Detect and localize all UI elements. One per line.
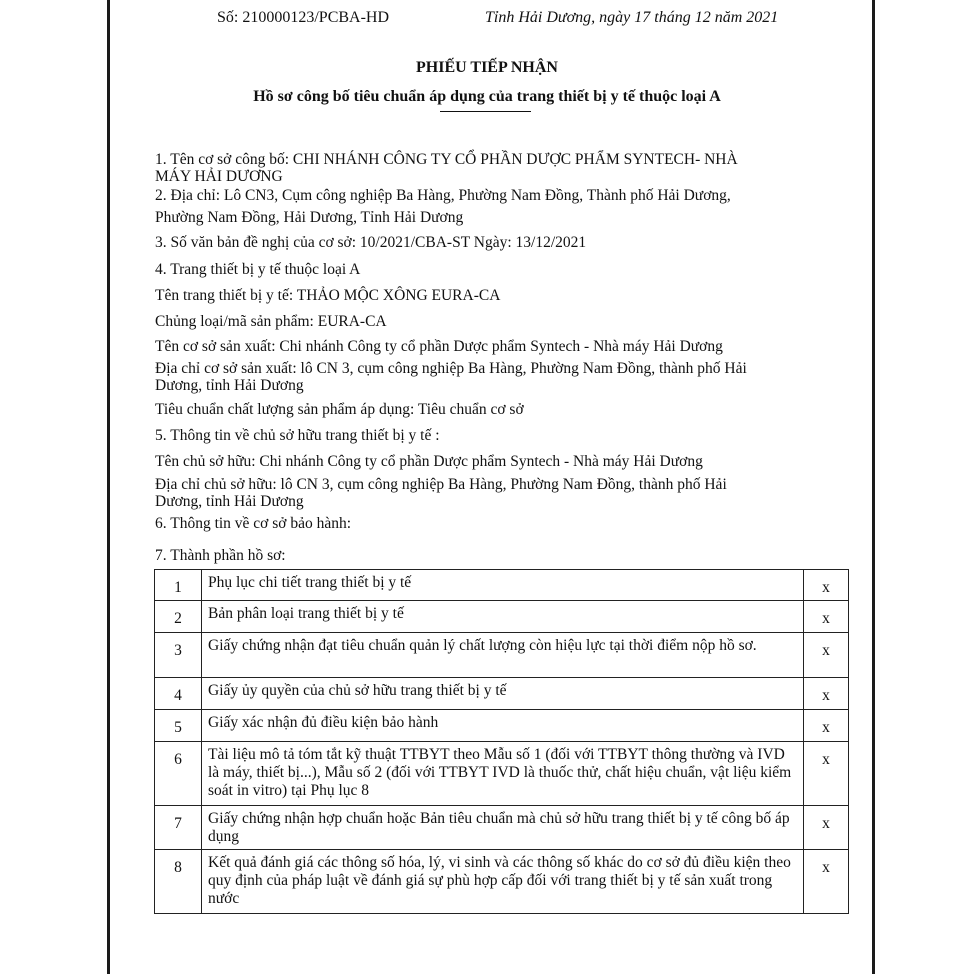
- table-row: [155, 678, 849, 710]
- table-row: [155, 806, 849, 850]
- row-number: 1: [155, 570, 202, 601]
- body-line-5: 3. Số văn bản đề nghị của cơ sở: 10/2021/CBA-ST Ngày: 13/12/2021: [155, 234, 587, 251]
- row-content: Bản phân loại trang thiết bị y tế: [202, 601, 804, 633]
- body-line-7: Tên trang thiết bị y tế: THẢO MỘC XÔNG EURA-CA: [155, 287, 501, 304]
- body-line-13: 5. Thông tin về chủ sở hữu trang thiết bị y tế :: [155, 427, 440, 444]
- body-line-2: MÁY HẢI DƯƠNG: [155, 168, 283, 185]
- row-content: Giấy chứng nhận hợp chuẩn hoặc Bản tiêu chuẩn mà chủ sở hữu trang thiết bị y tế công bố áp dụng: [202, 806, 804, 850]
- row-check-mark: x: [804, 710, 849, 742]
- dossier-components-table: [154, 569, 849, 914]
- subtitle-underline: [440, 111, 531, 112]
- body-line-8: Chủng loại/mã sản phẩm: EURA-CA: [155, 313, 387, 330]
- row-number: 2: [155, 601, 202, 633]
- body-line-9: Tên cơ sở sản xuất: Chi nhánh Công ty cổ phần Dược phẩm Syntech - Nhà máy Hải Dương: [155, 338, 723, 355]
- row-number: 8: [155, 850, 202, 914]
- row-number: 4: [155, 678, 202, 710]
- document-title: PHIẾU TIẾP NHẬN: [416, 59, 558, 76]
- body-line-11: Dương, tỉnh Hải Dương: [155, 377, 304, 394]
- table-row: [155, 742, 849, 806]
- body-line-1: 1. Tên cơ sở công bố: CHI NHÁNH CÔNG TY CỔ PHẦN DƯỢC PHẨM SYNTECH- NHÀ: [155, 151, 738, 168]
- row-number: 7: [155, 806, 202, 850]
- body-line-18: 7. Thành phần hồ sơ:: [155, 547, 286, 564]
- row-number: 3: [155, 633, 202, 678]
- body-line-4: Phường Nam Đồng, Hải Dương, Tỉnh Hải Dương: [155, 209, 464, 226]
- row-check-mark: x: [804, 742, 849, 806]
- row-check-mark: x: [804, 570, 849, 601]
- table-row: [155, 601, 849, 633]
- row-check-mark: x: [804, 678, 849, 710]
- body-line-3: 2. Địa chỉ: Lô CN3, Cụm công nghiệp Ba Hàng, Phường Nam Đồng, Thành phố Hải Dương,: [155, 187, 731, 204]
- document-subtitle: Hồ sơ công bố tiêu chuẩn áp dụng của trang thiết bị y tế thuộc loại A: [253, 88, 721, 105]
- row-content: Giấy ủy quyền của chủ sở hữu trang thiết bị y tế: [202, 678, 804, 710]
- row-content: Giấy xác nhận đủ điều kiện bảo hành: [202, 710, 804, 742]
- document-location-date: Tỉnh Hải Dương, ngày 17 tháng 12 năm 2021: [485, 9, 779, 26]
- body-line-6: 4. Trang thiết bị y tế thuộc loại A: [155, 261, 361, 278]
- body-line-17: 6. Thông tin về cơ sở bảo hành:: [155, 515, 352, 532]
- row-number: 5: [155, 710, 202, 742]
- table-row: [155, 850, 849, 914]
- document-reference-number: Số: 210000123/PCBA-HD: [217, 9, 390, 26]
- row-number: 6: [155, 742, 202, 806]
- body-line-10: Địa chỉ cơ sở sản xuất: lô CN 3, cụm công nghiệp Ba Hàng, Phường Nam Đồng, thành phố Hải: [155, 360, 747, 377]
- table-row: [155, 570, 849, 601]
- row-content: Kết quả đánh giá các thông số hóa, lý, vi sinh và các thông số khác do cơ sở đủ điều kiện theo quy định của pháp luật về đánh giá sự phù hợp cấp đối với trang thiết bị y tế sản xuất trong nước: [202, 850, 804, 914]
- page-edge-right: [872, 0, 875, 974]
- row-content: Tài liệu mô tả tóm tắt kỹ thuật TTBYT theo Mẫu số 1 (đối với TTBYT thông thường và IVD là máy, thiết bị...), Mẫu số 2 (đối với TTBYT IVD là thuốc thử, chất hiệu chuẩn, vật liệu kiểm soát in vitro) tại Phụ lục 8: [202, 742, 804, 806]
- row-check-mark: x: [804, 850, 849, 914]
- row-check-mark: x: [804, 633, 849, 678]
- body-line-15: Địa chỉ chủ sở hữu: lô CN 3, cụm công nghiệp Ba Hàng, Phường Nam Đồng, thành phố Hải: [155, 476, 727, 493]
- body-line-12: Tiêu chuẩn chất lượng sản phẩm áp dụng: Tiêu chuẩn cơ sở: [155, 401, 524, 418]
- table-row: [155, 633, 849, 678]
- row-check-mark: x: [804, 806, 849, 850]
- row-check-mark: x: [804, 601, 849, 633]
- body-line-14: Tên chủ sở hữu: Chi nhánh Công ty cổ phần Dược phẩm Syntech - Nhà máy Hải Dương: [155, 453, 703, 470]
- body-line-16: Dương, tỉnh Hải Dương: [155, 493, 304, 510]
- table-row: [155, 710, 849, 742]
- page-edge-left: [107, 0, 110, 974]
- row-content: Giấy chứng nhận đạt tiêu chuẩn quản lý chất lượng còn hiệu lực tại thời điểm nộp hồ sơ.: [202, 633, 804, 678]
- row-content: Phụ lục chi tiết trang thiết bị y tế: [202, 570, 804, 601]
